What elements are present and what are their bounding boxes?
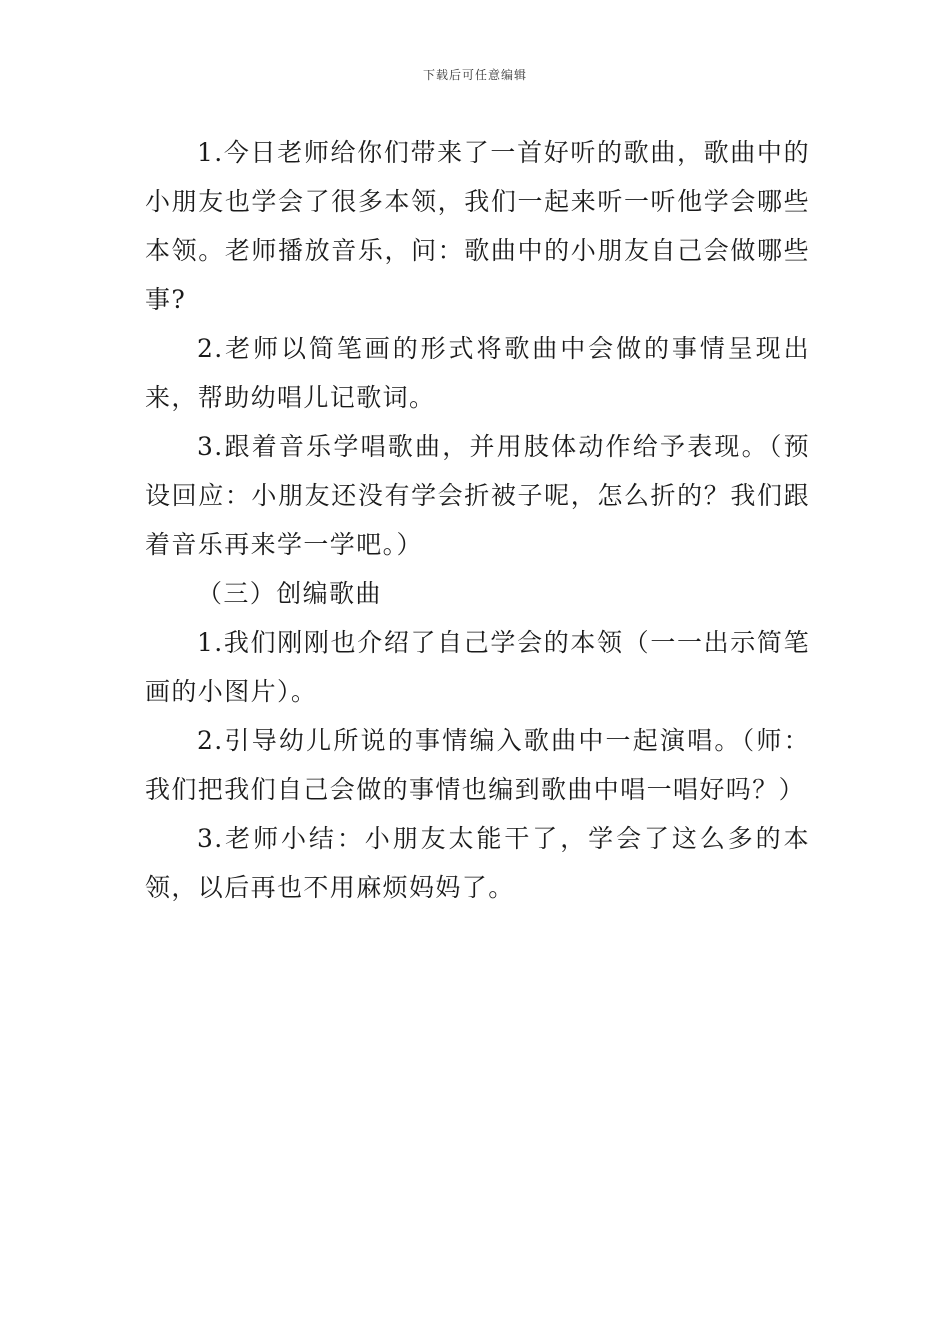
section-heading: （三）创编歌曲: [197, 579, 382, 608]
paragraph-create-3: 3.老师小结：小朋友太能干了，学会了这么多的本领，以后再也不用麻烦妈妈了。: [145, 824, 810, 902]
paragraph-create-1: 1.我们刚刚也介绍了自己学会的本领（一一出示简笔画的小图片）。: [145, 628, 810, 706]
body-text: [145, 128, 810, 912]
paragraph-step-3: 3.跟着音乐学唱歌曲，并用肢体动作给予表现。（预设回应：小朋友还没有学会折被子呢，怎么折的？我们跟着音乐再来学一学吧。）: [145, 432, 810, 559]
paragraph-create-2: 2.引导幼儿所说的事情编入歌曲中一起演唱。（师：我们把我们自己会做的事情也编到歌曲中唱一唱好吗？）: [145, 726, 810, 804]
paragraph-step-2: 2.老师以简笔画的形式将歌曲中会做的事情呈现出来，帮助幼唱儿记歌词。: [145, 334, 810, 412]
header-note: 下载后可任意编辑: [422, 68, 527, 82]
paragraph-step-1: 1.今日老师给你们带来了一首好听的歌曲，歌曲中的小朋友也学会了很多本领，我们一起来听一听他学会哪些本领。老师播放音乐，问：歌曲中的小朋友自己会做哪些事?: [145, 138, 810, 314]
